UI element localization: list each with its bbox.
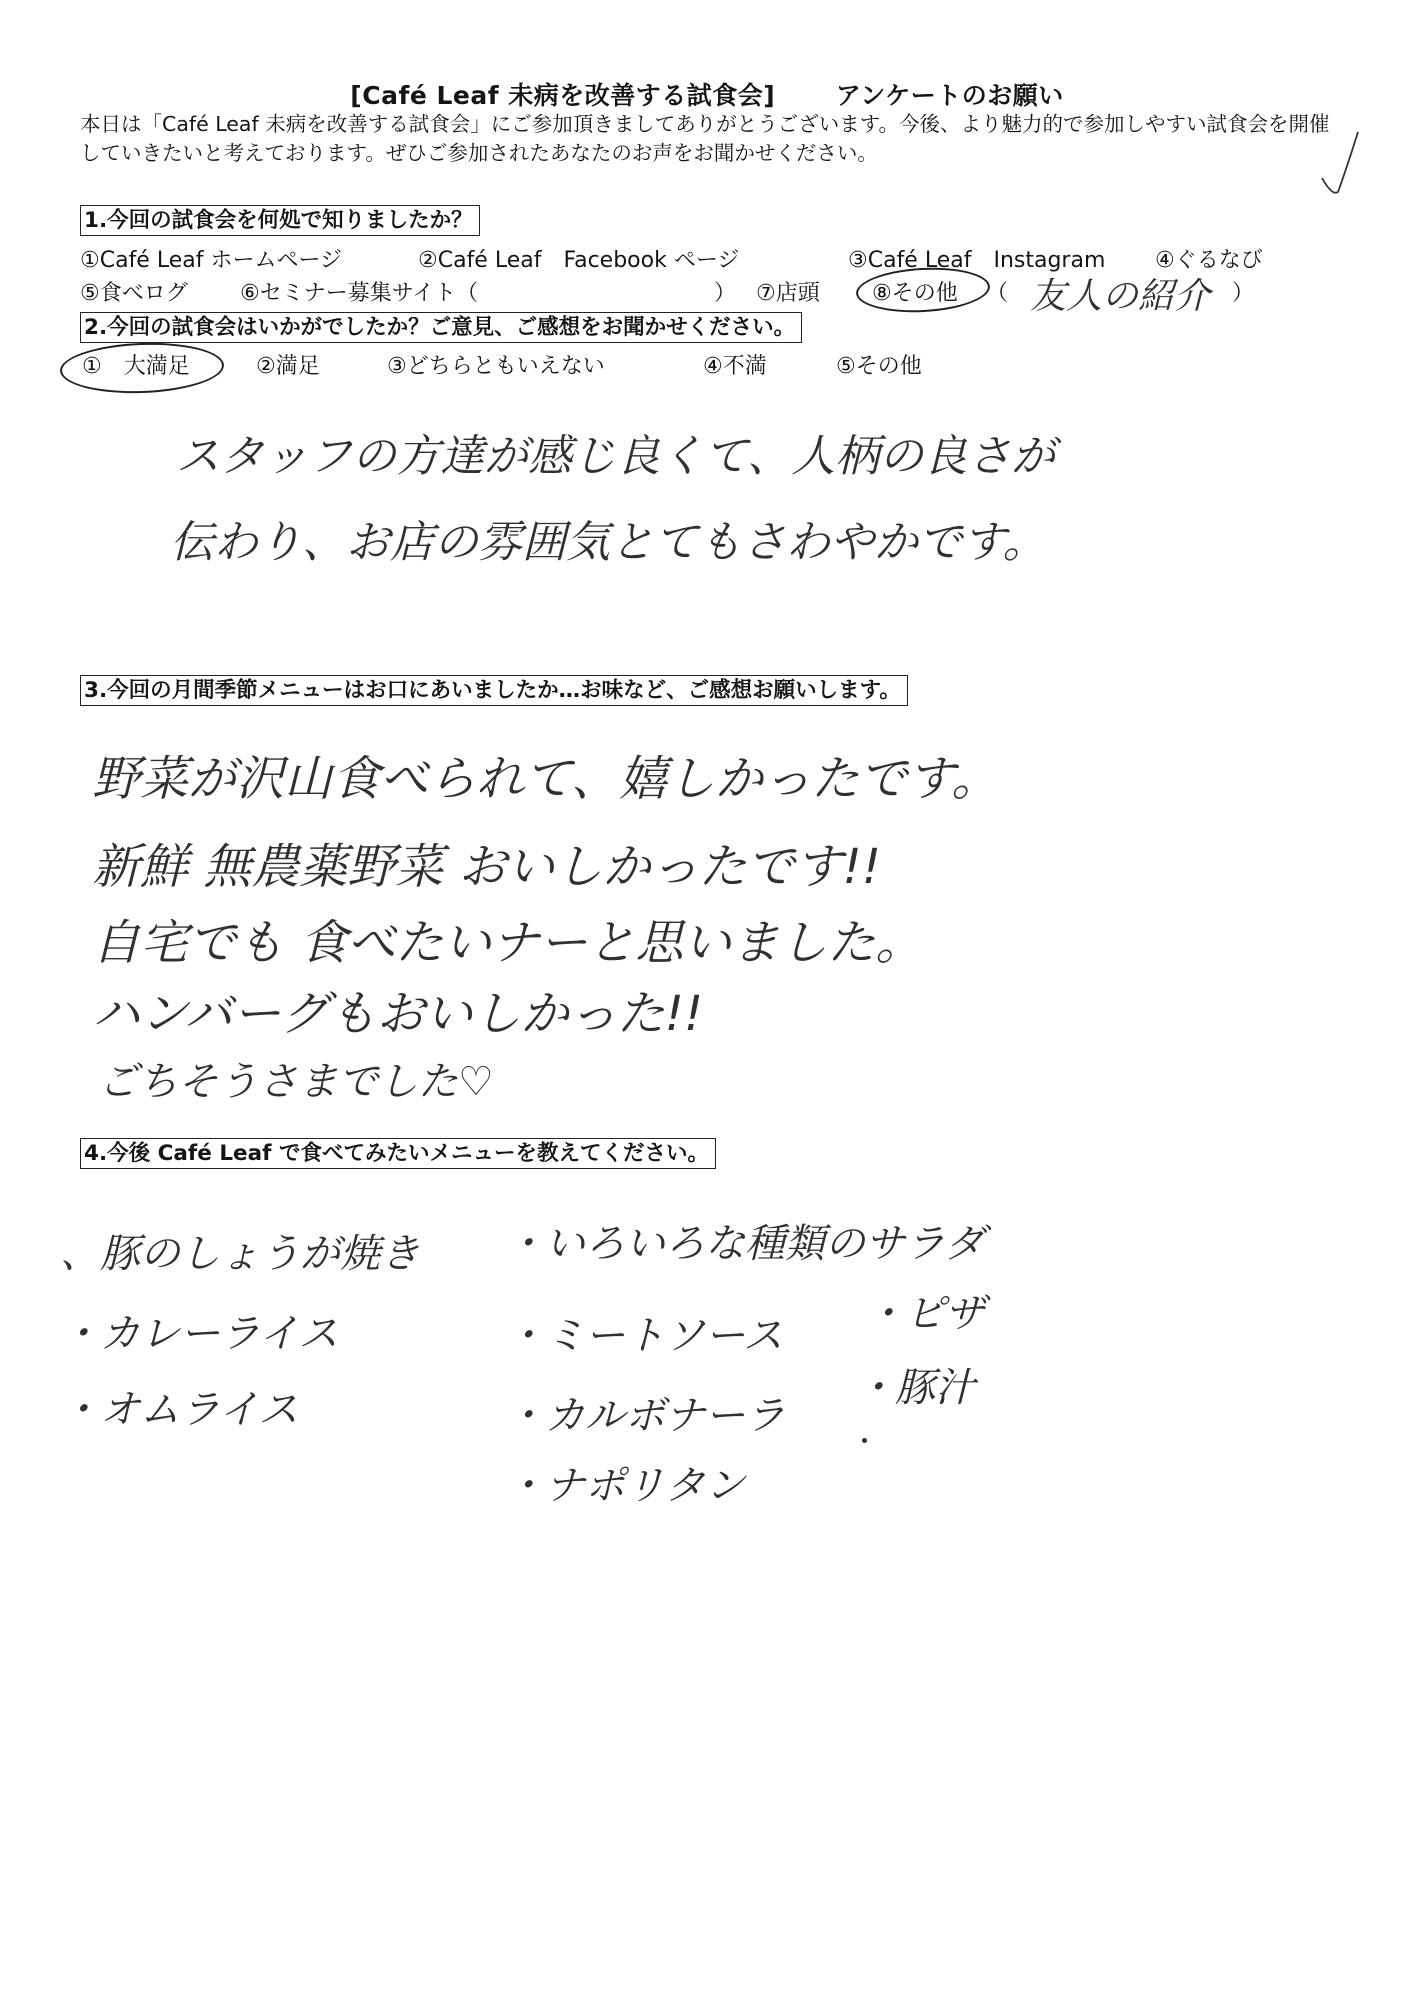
q4-menu-item: ・いろいろな種類のサラダ bbox=[505, 1221, 985, 1267]
q1-option-instagram[interactable]: ③Café Leaf Instagram bbox=[848, 248, 1106, 273]
q1-option-gurunavi[interactable]: ④ぐるなび bbox=[1155, 248, 1263, 273]
q1-seminar-close-paren: ） bbox=[714, 281, 737, 306]
q1-other-open-paren: （ bbox=[986, 281, 1009, 306]
event-title: [Café Leaf 未病を改善する試食会] bbox=[350, 81, 776, 110]
q1-option-tabelog[interactable]: ⑤食べログ bbox=[80, 281, 188, 306]
question-2-heading: 2.今回の試食会はいかがでしたか？ご意見、ご感想をお聞かせください。 bbox=[80, 312, 802, 343]
q1-option-seminar-site[interactable]: ⑥セミナー募集サイト（ bbox=[240, 281, 479, 306]
q1-option-storefront[interactable]: ⑦店頭 bbox=[756, 281, 820, 306]
q3-answer-line-2: 新鮮 無農薬野菜 おいしかったです!! bbox=[92, 839, 882, 895]
q4-menu-item: ・ミートソース bbox=[505, 1313, 783, 1359]
survey-subtitle: アンケートのお願い bbox=[835, 81, 1064, 110]
q1-other-close-paren: ） bbox=[1232, 281, 1255, 306]
q4-menu-item: ・カルボナーラ bbox=[505, 1393, 785, 1439]
q3-answer-line-1: 野菜が沢山食べられて、嬉しかったです。 bbox=[92, 751, 1000, 807]
q2-option-neutral[interactable]: ③どちらともいえない bbox=[387, 354, 605, 379]
q4-menu-item: ・カレーライス bbox=[60, 1311, 339, 1357]
q1-option-other[interactable]: ⑧その他 bbox=[872, 281, 958, 306]
question-3-heading: 3.今回の月間季節メニューはお口にあいましたか…お味など、ご感想お願いします。 bbox=[80, 675, 908, 706]
q3-answer-line-4: ハンバーグもおいしかった!! bbox=[92, 986, 704, 1042]
q4-menu-item: ・豚汁 bbox=[855, 1365, 975, 1411]
q1-option-facebook[interactable]: ②Café Leaf Facebook ページ bbox=[418, 248, 740, 273]
question-4-heading: 4.今後 Café Leaf で食べてみたいメニューを教えてください。 bbox=[80, 1138, 716, 1169]
q2-option-very-satisfied[interactable]: ① 大満足 bbox=[82, 354, 190, 379]
q4-menu-item: ・オムライス bbox=[60, 1387, 299, 1433]
intro-text: 本日は「Café Leaf 未病を改善する試食会」にご参加頂きましてありがとうございます。今後、より魅力的で参加しやすい試食会を開催していきたいと考えております。ぜひご参加されたあなたのお声をお聞かせください。 bbox=[80, 112, 1330, 165]
q1-other-answer: 友人の紹介 bbox=[1030, 276, 1211, 317]
bullet-dot bbox=[862, 1438, 867, 1443]
q2-option-other[interactable]: ⑤その他 bbox=[836, 354, 922, 379]
question-1-heading: 1.今回の試食会を何処で知りましたか？ bbox=[80, 205, 480, 236]
q4-menu-item: ・ナポリタン bbox=[505, 1463, 745, 1509]
q2-answer-line-1: スタッフの方達が感じ良くて、人柄の良さが bbox=[176, 431, 1056, 482]
q3-answer-line-3: 自宅でも 食べたいナーと思いました。 bbox=[92, 915, 924, 971]
q2-option-satisfied[interactable]: ②満足 bbox=[256, 354, 320, 379]
q2-option-dissatisfied[interactable]: ④不満 bbox=[703, 354, 767, 379]
survey-title bbox=[0, 76, 1414, 112]
q1-option-homepage[interactable]: ①Café Leaf ホームページ bbox=[80, 248, 343, 273]
q4-menu-item: ・ピザ bbox=[865, 1291, 985, 1337]
q2-answer-line-2: 伝わり、お店の雰囲気とてもさわやかです。 bbox=[170, 517, 1047, 568]
q4-menu-item: 、豚のしょうが焼き bbox=[60, 1231, 420, 1277]
check-mark-icon bbox=[1320, 130, 1360, 200]
q3-answer-line-5: ごちそうさまでした♡ bbox=[98, 1059, 494, 1105]
